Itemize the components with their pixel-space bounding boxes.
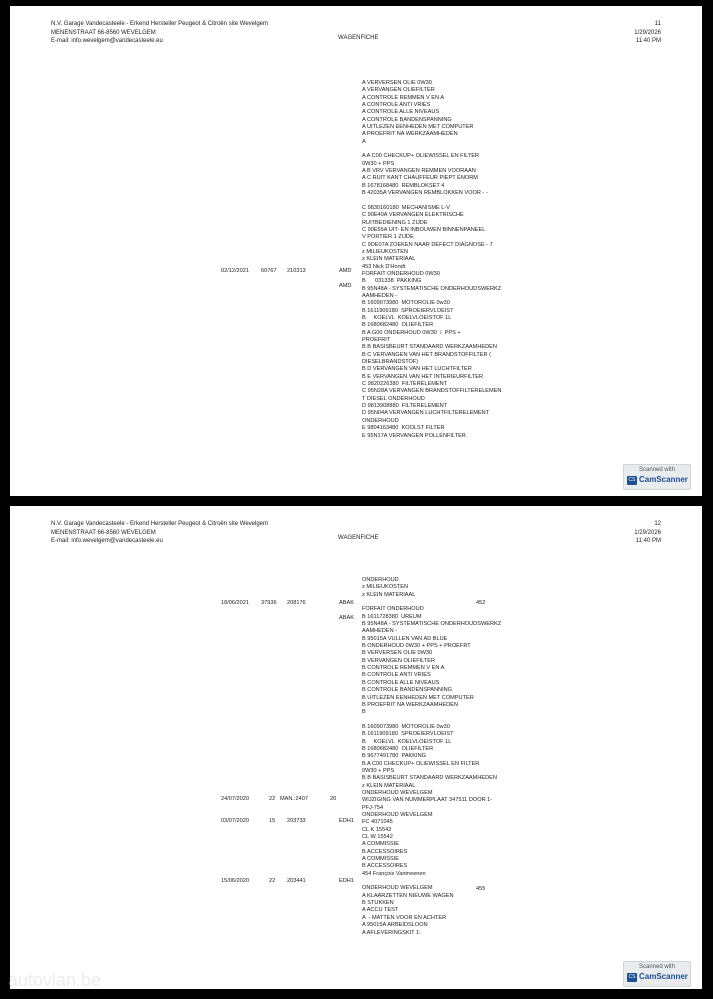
document-page <box>10 6 702 496</box>
camscanner-badge <box>623 961 691 987</box>
row-km: 22 <box>269 878 276 884</box>
row-date: 03/07/2020 <box>221 818 249 824</box>
camscanner-icon: CS <box>628 477 636 483</box>
row-code: AMD <box>339 283 352 289</box>
company-address: MENENSTRAAT 66-8560 WEVELGEM <box>51 529 156 536</box>
page-number: 12 <box>654 521 661 527</box>
stamp-text: Scanned with <box>638 964 676 970</box>
row-date: 18/06/2021 <box>221 600 249 606</box>
doc-type: WAGENFICHE <box>338 35 379 41</box>
company-email: E-mail: info.wevelgem@vandecasteele.eu <box>51 538 163 544</box>
row-km: 22 <box>269 796 276 802</box>
stamp-brand: CamScanner <box>639 972 688 981</box>
header-right <box>634 520 661 546</box>
company-name: N.V. Garage Vandecasteele - Erkend Hersteller Peugeot & Citroën site Wevelgem <box>51 21 269 27</box>
work-lines: A VERVERSEN OLIE 0W30 A VERVANGEN OLIEFILTER A CONTROLE REMMEN V EN A A CONTROLE ANTI VRIES A CONTROLE ALLE NIVEAUS A CONTROLE BANDENSPANNING A UITLEZEN EENHEDEN MET COMPUTER A PROEFRIT NA WERKZAAMHEDEN A A A C00 CHECKUP+ OLIEWISSEL EN FILTER 0W30 + PPS A B VRV VERVANGEN REMMEN VOORAAN A C RUIT KANT CHAUFFEUR PIEPT ENORM B 1678168480 REMBLOKSET 4 B 42035A VERVANGEN REMBLOKKEN VOOR - - C 9830160180 MECHANISME L-V C 90E40A VERVANGEN ELEKTRISCHE RUITBEDIENING 1 ZIJDE C 90E55A UIT- EN INBOUWEN BINNENPANEEL V PORTIER 1 ZIJDE C 9DE07A ZOEKEN NAAR DEFECT DIAGNOSE - 7 z MILIEUKOSTEN z KLEIN MATERIAAL 453 Nick D'Hondt FORFAIT ONDERHOUD 0W30 B 031338 PAKKING B 95N48A - SYSTEMATISCHE ONDERHOUDSWERKZ AAMHEDEN - B 1609073980 MOTOROLIE 0w30 B 1611909180 SPROEIERVLOEIST B KOELVL KOELVLOEISTOF 1L B 1680682480 OLIEFILTER B A G00 ONDERHOUD 0W30 / PPS + PROEFRIT B B BASISBEURT STANDAARD WERKZAAMHEDEN B C VERVANGEN VAN HET BRANDSTOFFILTER ( DIESELBRANDSTOF) B D VERVANGEN VAN HET LUCHTFILTER B E VERVANGEN VAN HET INTERIEURFILTER C 9820226380 FILTERELEMENT C 95N28A VERVANGEN BRANDSTOFFILTERELEMEN T DIESEL ONDERHOUD D 9813908880 FILTERELEMENT D 95N04A VERVANGEN LUCHTFILTERELEMENT ONDERHOUD E 9804163480 KOOLST FILTER E 95N17A VERVANGEN POLLENFILTER <box>362 80 502 439</box>
camscanner-icon: CS <box>628 974 636 980</box>
company-name: N.V. Garage Vandecasteele - Erkend Hersteller Peugeot & Citroën site Wevelgem <box>51 521 269 527</box>
header-right <box>634 20 661 46</box>
row-ref: 203733 <box>287 818 306 824</box>
row-code: EDH1 <box>339 818 354 824</box>
document-page <box>10 506 702 989</box>
row-code: ABAK <box>339 615 354 621</box>
stamp-text: Scanned with <box>638 467 676 473</box>
row-ref: 208176 <box>287 600 306 606</box>
watermark: autovlan.be <box>8 970 102 990</box>
camscanner-badge <box>623 464 691 490</box>
row-code: AMD <box>339 268 352 274</box>
row-code: 20 <box>330 796 337 802</box>
stamp-brand: CamScanner <box>639 475 688 484</box>
row-extra: 452 <box>476 600 486 606</box>
work-lines: ONDERHOUD z MILIEUKOSTEN z KLEIN MATERIAAL FORFAIT ONDERHOUD B 1611728380 UREUM B 95N48A - SYSTEMATISCHE ONDERHOUDSWERKZ AAMHEDEN - B 95015A VULLEN VAN AD BLUE B ONDERHOUD 0W30 + PPS + PROEFRT B VERVERSEN OLIE 0W30 B VERVANGEN OLIEFILTER B CONTROLE REMMEN V EN A B CONTROLE ANTI VRIES B CONTROLE ALLE NIVEAUS B CONTROLE BANDENSPANNING B UITLEZEN EENHEDEN MET COMPUTER B PROEFRIT NA WERKZAAMHEDEN B B 1609073980 MOTOROLIE 0w30 B 1611909180 SPROEIERVLOEIST B KOELVL KOELVLOEISTOF 1L B 1680682480 OLIEFILTER B 9677491780 PAKKING B A C00 CHECKUP+ OLIEWISSEL EN FILTER 0W30 + PPS B B BASISBEURT STANDAARD WERKZAAMHEDEN z KLEIN MATERIAAL ONDERHOUD WEVELGEM WIJZIGING VAN NUMMERPLAAT 347511 DOOR 1- PFJ-754 ONDERHOUD WEVELGEM FC 4071045 CL K 15542 CL W 15542 A COMMISSIE B ACCESSOIRES A COMMISSIE B ACCESSOIRES 454 François Vanmeenen ONDERHOUD WEVELGEM A KLAARZETTEN NIEUWE WAGEN B STUKKEN A ACCU TEST A - MATTEN VOOR EN ACHTER A 95015A ARBEIDSLOON A AFLEVERINGSKIT 1: <box>362 577 502 936</box>
row-extra: 455 <box>476 886 486 892</box>
print-date: 1/29/2026 <box>634 529 661 536</box>
row-code: ABAK <box>339 600 354 606</box>
row-date: 02/12/2021 <box>221 268 249 274</box>
row-code: EDH1 <box>339 878 354 884</box>
print-date: 1/29/2026 <box>634 29 661 36</box>
row-km: 60767 <box>261 268 277 274</box>
row-km: 15 <box>269 818 276 824</box>
row-date: 15/06/2020 <box>221 878 249 884</box>
row-ref: 210313 <box>287 268 306 274</box>
row-date: 24/07/2020 <box>221 796 249 802</box>
page-number: 11 <box>654 21 661 27</box>
header-left <box>51 520 268 546</box>
company-address: MENENSTRAAT 66-8560 WEVELGEM <box>51 29 156 36</box>
company-email: E-mail: info.wevelgem@vandecasteele.eu <box>51 38 163 44</box>
header-left <box>51 20 268 46</box>
print-time: 11:40 PM <box>635 38 661 44</box>
doc-type: WAGENFICHE <box>338 535 379 541</box>
row-ref: MAN.:2407 <box>280 796 308 802</box>
print-time: 11:40 PM <box>635 538 661 544</box>
row-ref: 203441 <box>287 878 306 884</box>
row-km: 37936 <box>261 600 277 606</box>
